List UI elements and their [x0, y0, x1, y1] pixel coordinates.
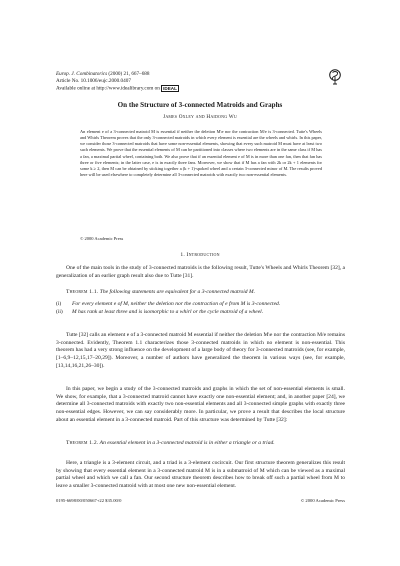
- section-heading: 1. Introduction: [180, 252, 220, 258]
- theorem-1-1-text: The following statements are equivalent for a 3-connected matroid M.: [98, 289, 255, 295]
- availability-line: [56, 85, 179, 93]
- theorem-1-2: [56, 440, 345, 448]
- journal-header: [56, 71, 179, 93]
- abstract: An element e of a 3-connected matroid M is essential if neither the deletion M\e nor the contraction M/e is 3-connected. Tutte's Wheels and Whirls Theorem proves that the only 3-connected matroids in which every element is essential are the wheels and whirls. In this paper, we consider those 3-connected matroids that have some non-essential elements, showing that every such matroid M must have at least two such elements. We prove that the essential elements of M can be partitioned into classes where two elements are in the same class if M has a fan, a maximal partial wheel, containing both. We also prove that if an essential element e of M is in more than one fan, then that fan has three or five elements; in the latter case, e is in exactly three fans. Moreover, we show that if M has a fan with 2k or 2k + 1 elements for some k ≥ 2, then M can be obtained by sticking together a (k + 1)-spoked wheel and a certain 3-connected minor of M. The results proved here will be used elsewhere to completely determine all 3-connected matroids with exactly two non-essential elements.: [80, 129, 322, 178]
- paragraph-3: In this paper, we begin a study of the 3-connected matroids and graphs in which the set of non-essential elements is small. We show, for example, that a 3-connected matroid cannot have exactly one non-essential element; and, in another paper [24], we determine all 3-connected matroids with exactly two non-essential elements and all 3-connected simple graphs with exactly three non-essential edges. However, we can say considerably more. In particular, we prove a result that describes the local structure about an essential element in a 3-connected matroid. Part of this structure was determined by Tutte [32]:: [56, 386, 345, 423]
- theorem-1-1-label: Theorem 1.1.: [66, 289, 99, 295]
- article-number: Article No. 10.1006/eujc.2000.0407: [56, 78, 131, 85]
- condition-i-text: For every element e of M, neither the deletion nor the contraction of e from M is 3-connected.: [72, 301, 281, 307]
- paragraph-4: Here, a triangle is a 3-element circuit, and a triad is a 3-element cocircuit. Our first structure theorem generalizes this result by showing that every essential element in a 3-connected matroid M is in a submatroid of M which can be viewed as a maximal partial wheel and which we call a fan. Our second structure theorem describes how to break off such a partial wheel from M to leave a smaller 3-connected matroid with at most one new non-essential element.: [56, 460, 345, 490]
- journal-citation: [56, 71, 179, 78]
- condition-ii: [56, 309, 345, 317]
- condition-ii-label: (ii): [56, 308, 63, 315]
- ideal-logo: IDEAL: [163, 86, 177, 92]
- paragraph-1: One of the main tools in the study of 3-connected matroids is the following result, Tutte's Wheels and Whirls Theorem [32], a generalization of an earlier graph result also due to Tutte [31].: [56, 265, 345, 279]
- theorem-1-1-conditions: [56, 301, 345, 316]
- paper-title: On the Structure of 3-connected Matroids and Graphs: [117, 101, 283, 109]
- theorem-1-1: [56, 289, 345, 297]
- condition-i: [56, 301, 345, 309]
- availability-text: Available online at http://www.idealibrary.com on: [56, 86, 160, 93]
- condition-ii-text: M has rank at least three and is isomorphic to a whirl or the cycle matroid of a wheel.: [72, 308, 264, 315]
- footer-code: 0195-6698/00/050667+22 $35.00/0: [56, 498, 122, 503]
- theorem-1-2-label: Theorem 1.2.: [66, 440, 99, 446]
- publisher-logo-icon: [328, 69, 342, 85]
- journal-name: Europ. J. Combinatorics: [56, 71, 108, 77]
- paper-authors: James Oxley and Haidong Wu: [163, 114, 237, 120]
- abstract-copyright: © 2000 Academic Press: [80, 236, 124, 241]
- footer-copyright: © 2000 Academic Press: [300, 498, 345, 503]
- theorem-1-2-text: An essential element in a 3-connected matroid is in either a triangle or a triad.: [98, 440, 275, 446]
- volume-info: (2000) 21, 667–688: [107, 71, 150, 77]
- page-footer: [56, 498, 345, 503]
- paragraph-2: Tutte [32] calls an element e of a 3-connected matroid M essential if neither the deletion M\e nor the contraction M/e remains 3-connected. Evidently, Theorem 1.1 characterizes those 3-connected matroids in which no element is non-essential. This theorem has had a very strong influence on the development of a large body of theory for 3-connected matroids (see, for example, [1–6,9–12,15,17–20,29]). Moreover, a number of authors have generalized the theorem in various ways (see, for example, [13,14,16,21,26–30]).: [56, 332, 345, 369]
- condition-i-label: (i): [56, 301, 62, 307]
